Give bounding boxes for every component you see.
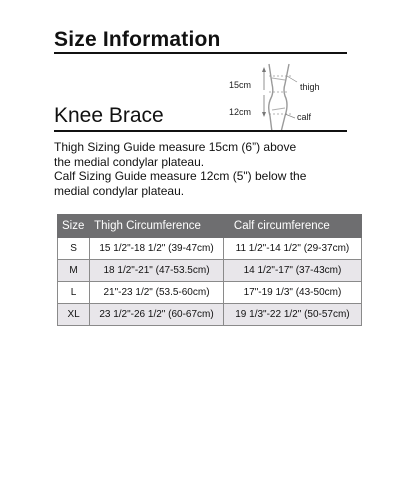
knee-diagram — [225, 62, 335, 132]
table-row — [58, 282, 362, 304]
table-row — [58, 260, 362, 282]
diagram-label-thigh: thigh — [300, 82, 320, 92]
cell-calf: 17"-19 1/3" (43-50cm) — [223, 282, 361, 304]
cell-size: S — [58, 238, 90, 260]
sizing-description — [54, 140, 364, 198]
size-table — [57, 214, 362, 326]
section-underline — [54, 130, 347, 132]
diagram-label-15cm: 15cm — [229, 80, 252, 90]
cell-thigh: 21"-23 1/2" (53.5-60cm) — [90, 282, 224, 304]
description-line: Thigh Sizing Guide measure 15cm (6”) above — [54, 140, 297, 154]
cell-size: L — [58, 282, 90, 304]
header-calf: Calf circumference — [223, 215, 361, 238]
header-thigh: Thigh Circumference — [90, 215, 224, 238]
cell-size: XL — [58, 304, 90, 326]
section-title: Knee Brace — [54, 104, 164, 127]
cell-calf: 14 1/2"-17" (37-43cm) — [223, 260, 361, 282]
description-line: medial condylar plateau. — [54, 183, 185, 198]
cell-thigh: 23 1/2"-26 1/2" (60-67cm) — [90, 304, 224, 326]
table-header-row — [58, 215, 362, 238]
diagram-label-12cm: 12cm — [229, 107, 252, 117]
cell-thigh: 18 1/2"-21" (47-53.5cm) — [90, 260, 224, 282]
description-line: the medial condylar plateau. — [54, 154, 205, 169]
knee-leg-icon — [225, 62, 335, 132]
description-line: Calf Sizing Guide measure 12cm (5") below the — [54, 169, 307, 183]
page-title: Size Information — [54, 28, 221, 51]
header-size: Size — [58, 215, 90, 238]
cell-calf: 11 1/2"-14 1/2" (29-37cm) — [223, 238, 361, 260]
table-row — [58, 238, 362, 260]
title-underline — [54, 52, 347, 54]
table-row — [58, 304, 362, 326]
cell-calf: 19 1/3"-22 1/2" (50-57cm) — [223, 304, 361, 326]
diagram-label-calf: calf — [297, 112, 312, 122]
cell-thigh: 15 1/2"-18 1/2" (39-47cm) — [90, 238, 224, 260]
cell-size: M — [58, 260, 90, 282]
